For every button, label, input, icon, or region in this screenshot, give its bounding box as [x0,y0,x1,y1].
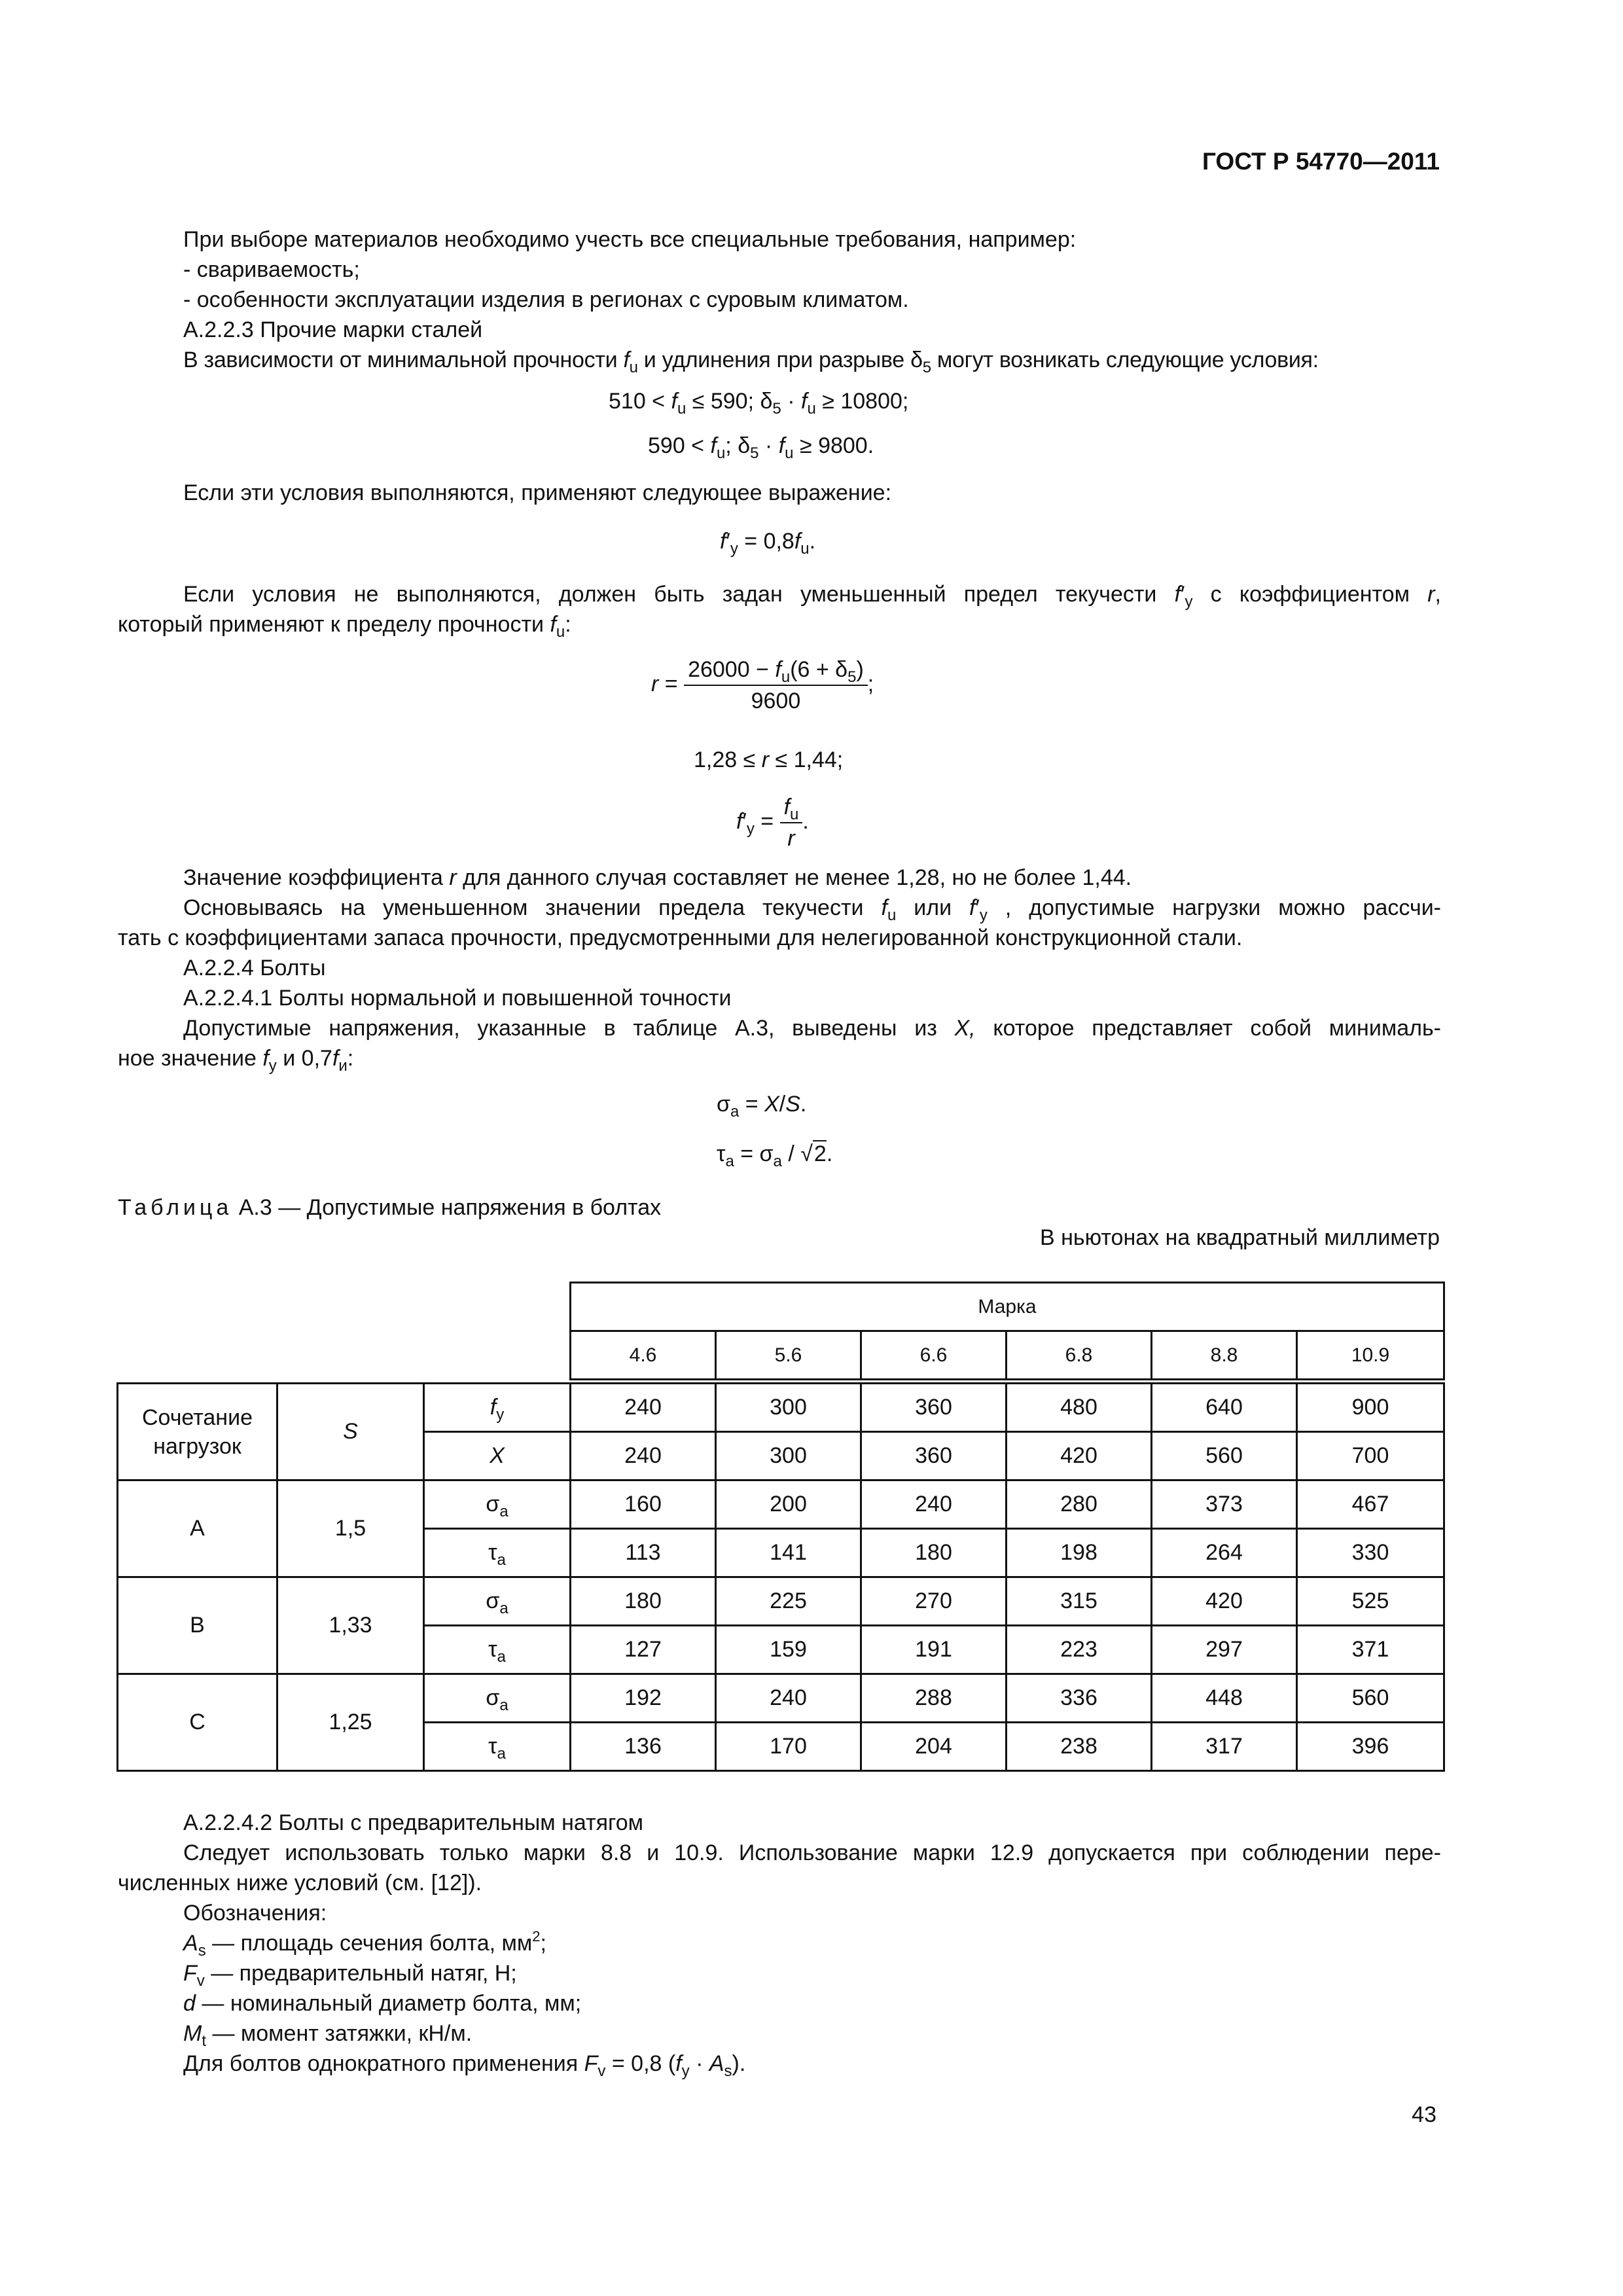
symbol-cell: $f_y$ [424,1384,571,1432]
value-cell: 240 [571,1384,716,1432]
formula-sigma: $\sigma_a = X/S$. [717,1092,807,1121]
section-bolts-normal: А.2.2.4.1 Болты нормальной и повышенной точности [183,986,732,1011]
combo-label-cell: Сочетание нагрузок [118,1384,277,1480]
combo-cell: В [118,1577,277,1674]
value-cell: 467 [1297,1480,1444,1529]
combo-cell: А [118,1480,277,1577]
fraction-r: $\frac{26000 - f_u(6 + \delta_5)}{9600}$ [684,655,868,716]
value-cell: 317 [1152,1723,1297,1771]
notation-mt: $M_t$ — момент затяжки, кН/м. [183,2021,473,2050]
value-cell: 448 [1152,1674,1297,1723]
table-header-grades-row [118,1331,1444,1380]
section-bolts: А.2.2.4 Болты [183,956,326,980]
s-value-cell: 1,5 [277,1480,424,1577]
s-value-cell: 1,25 [277,1674,424,1771]
paragraph-loads: Основываясь на уменьшенном значении предела текучести $f_u$ или $f'_y$ , допустимые нагрузки можно рассчи- [183,895,1442,924]
value-cell: 371 [1297,1626,1444,1674]
symbol-cell: $\sigma_a$ [424,1480,571,1529]
value-cell: 240 [571,1432,716,1480]
value-cell: 396 [1297,1723,1444,1771]
value-cell: 288 [861,1674,1007,1723]
grade-cell: 6.6 [861,1331,1007,1380]
table-row [118,1480,1444,1529]
value-cell: 560 [1152,1432,1297,1480]
value-cell: 127 [571,1626,716,1674]
value-cell: 113 [571,1529,716,1577]
value-cell: 330 [1297,1529,1444,1577]
table-row [118,1674,1444,1723]
value-cell: 198 [1007,1529,1152,1577]
notation-as: $A_s$ — площадь сечения болта, $мм^2$; [183,1928,546,1960]
paragraph-conditions: В зависимости от минимальной прочности $f_u$ и удлинения при разрыве $\delta_5$ могут возникать следующие условия: [183,348,1319,376]
bolt-stress-table [116,1282,1445,1772]
grade-cell: 6.8 [1007,1331,1152,1380]
document-code-header: ГОСТ Р 54770—2011 [1202,148,1440,175]
value-cell: 240 [861,1480,1007,1529]
page-number: 43 [1412,2102,1436,2127]
symbol-cell: X [424,1432,571,1480]
symbol-cell: $\sigma_a$ [424,1577,571,1626]
value-cell: 270 [861,1577,1007,1626]
value-cell: 640 [1152,1384,1297,1432]
table-row [118,1384,1444,1432]
s-value-cell: 1,33 [277,1577,424,1674]
fraction-fu-r: $\frac{f_u}{r}$ [780,792,803,853]
formula-fy-prime: $f'_y = 0,8f_u$. [720,529,816,558]
s-label-cell: S [277,1384,424,1480]
value-cell: 240 [716,1674,861,1723]
value-cell: 300 [716,1432,861,1480]
list-item-climate: - особенности эксплуатации изделия в регионах с суровым климатом. [183,287,909,312]
value-cell: 136 [571,1723,716,1771]
paragraph-grades-line2: численных ниже условий (см. [12]). [118,1871,482,1895]
symbol-cell: $\tau_a$ [424,1723,571,1771]
value-cell: 280 [1007,1480,1152,1529]
value-cell: 238 [1007,1723,1152,1771]
paragraph-allowable: Допустимые напряжения, указанные в таблице А.3, выведены из X, которое представляет собой минималь- [183,1016,1441,1041]
value-cell: 315 [1007,1577,1152,1626]
table-row [118,1577,1444,1626]
grade-cell: 10.9 [1297,1331,1444,1380]
notation-heading: Обозначения: [183,1901,327,1926]
value-cell: 360 [861,1432,1007,1480]
paragraph-reduced-yield-line2: который применяют к пределу прочности $f_u$: [118,612,571,641]
paragraph-single-use: Для болтов однократного применения $F_v = 0,8$ $(f_y \cdot A_s)$. [183,2051,746,2080]
condition-2: $590 < f_u$; $\delta_5 \cdot f_u \ge 9800$. [648,433,874,462]
paragraph-reduced-yield: Если условия не выполняются, должен быть задан уменьшенный предел текучести $f'_y$ с коэффициентом r, [183,582,1441,611]
formula-tau: $\tau_a = \sigma_a / √2$. [717,1141,833,1170]
table-caption: Таблица А.3 — Допустимые напряжения в болтах [118,1195,662,1220]
value-cell: 420 [1007,1432,1152,1480]
paragraph-materials: При выборе материалов необходимо учесть все специальные требования, например: [183,227,1077,252]
value-cell: 159 [716,1626,861,1674]
value-cell: 336 [1007,1674,1152,1723]
symbol-cell: $\sigma_a$ [424,1674,571,1723]
section-preloaded-bolts: А.2.2.4.2 Болты с предварительным натягом [183,1810,643,1835]
value-cell: 420 [1152,1577,1297,1626]
grade-cell: 5.6 [716,1331,861,1380]
value-cell: 700 [1297,1432,1444,1480]
notation-fv: $F_v$ — предварительный натяг, Н; [183,1961,517,1990]
value-cell: 264 [1152,1529,1297,1577]
value-cell: 191 [861,1626,1007,1674]
table-units: В ньютонах на квадратный миллиметр [1039,1225,1440,1250]
value-cell: 192 [571,1674,716,1723]
formula-r: r = $\frac{26000 - f_u(6 + \delta_5)}{9600}$ ; [651,655,874,716]
value-cell: 900 [1297,1384,1444,1432]
value-cell: 170 [716,1723,861,1771]
value-cell: 360 [861,1384,1007,1432]
condition-1: $510 < f_u \le 590$; $\delta_5 \cdot f_u \ge 10800$; [609,389,909,418]
list-item-weldability: - свариваемость; [183,257,360,282]
value-cell: 204 [861,1723,1007,1771]
symbol-cell: $\tau_a$ [424,1529,571,1577]
value-cell: 373 [1152,1480,1297,1529]
notation-d: d — номинальный диаметр болта, мм; [183,1991,582,2016]
paragraph-r-value: Значение коэффициента r для данного случая составляет не менее 1,28, но не более 1,44. [183,865,1132,890]
value-cell: 160 [571,1480,716,1529]
value-cell: 300 [716,1384,861,1432]
symbol-cell: $\tau_a$ [424,1626,571,1674]
value-cell: 560 [1297,1674,1444,1723]
value-cell: 200 [716,1480,861,1529]
combo-cell: С [118,1674,277,1771]
grade-header: Марка [571,1283,1444,1331]
paragraph-allowable-line2: ное значение $f_y$ и $0,7f_и$: [118,1046,354,1075]
value-cell: 525 [1297,1577,1444,1626]
paragraph-expression: Если эти условия выполняются, применяют следующее выражение: [183,480,892,505]
value-cell: 180 [571,1577,716,1626]
grade-cell: 8.8 [1152,1331,1297,1380]
value-cell: 141 [716,1529,861,1577]
paragraph-grades: Следует использовать только марки 8.8 и 10.9. Использование марки 12.9 допускается при соблюдении пере- [183,1840,1441,1865]
formula-fy-ratio: $f'_y$ = $\frac{f_u}{r}$ . [736,792,809,853]
table-header-grade-row [118,1283,1444,1331]
grade-cell: 4.6 [571,1331,716,1380]
value-cell: 480 [1007,1384,1152,1432]
value-cell: 223 [1007,1626,1152,1674]
value-cell: 297 [1152,1626,1297,1674]
value-cell: 225 [716,1577,861,1626]
formula-r-range: 1,28 ≤ r ≤ 1,44; [694,747,844,772]
paragraph-loads-line2: тать с коэффициентами запаса прочности, предусмотренными для нелегированной конструкционной стали. [118,925,1243,950]
value-cell: 180 [861,1529,1007,1577]
section-other-steels: А.2.2.3 Прочие марки сталей [183,317,483,342]
